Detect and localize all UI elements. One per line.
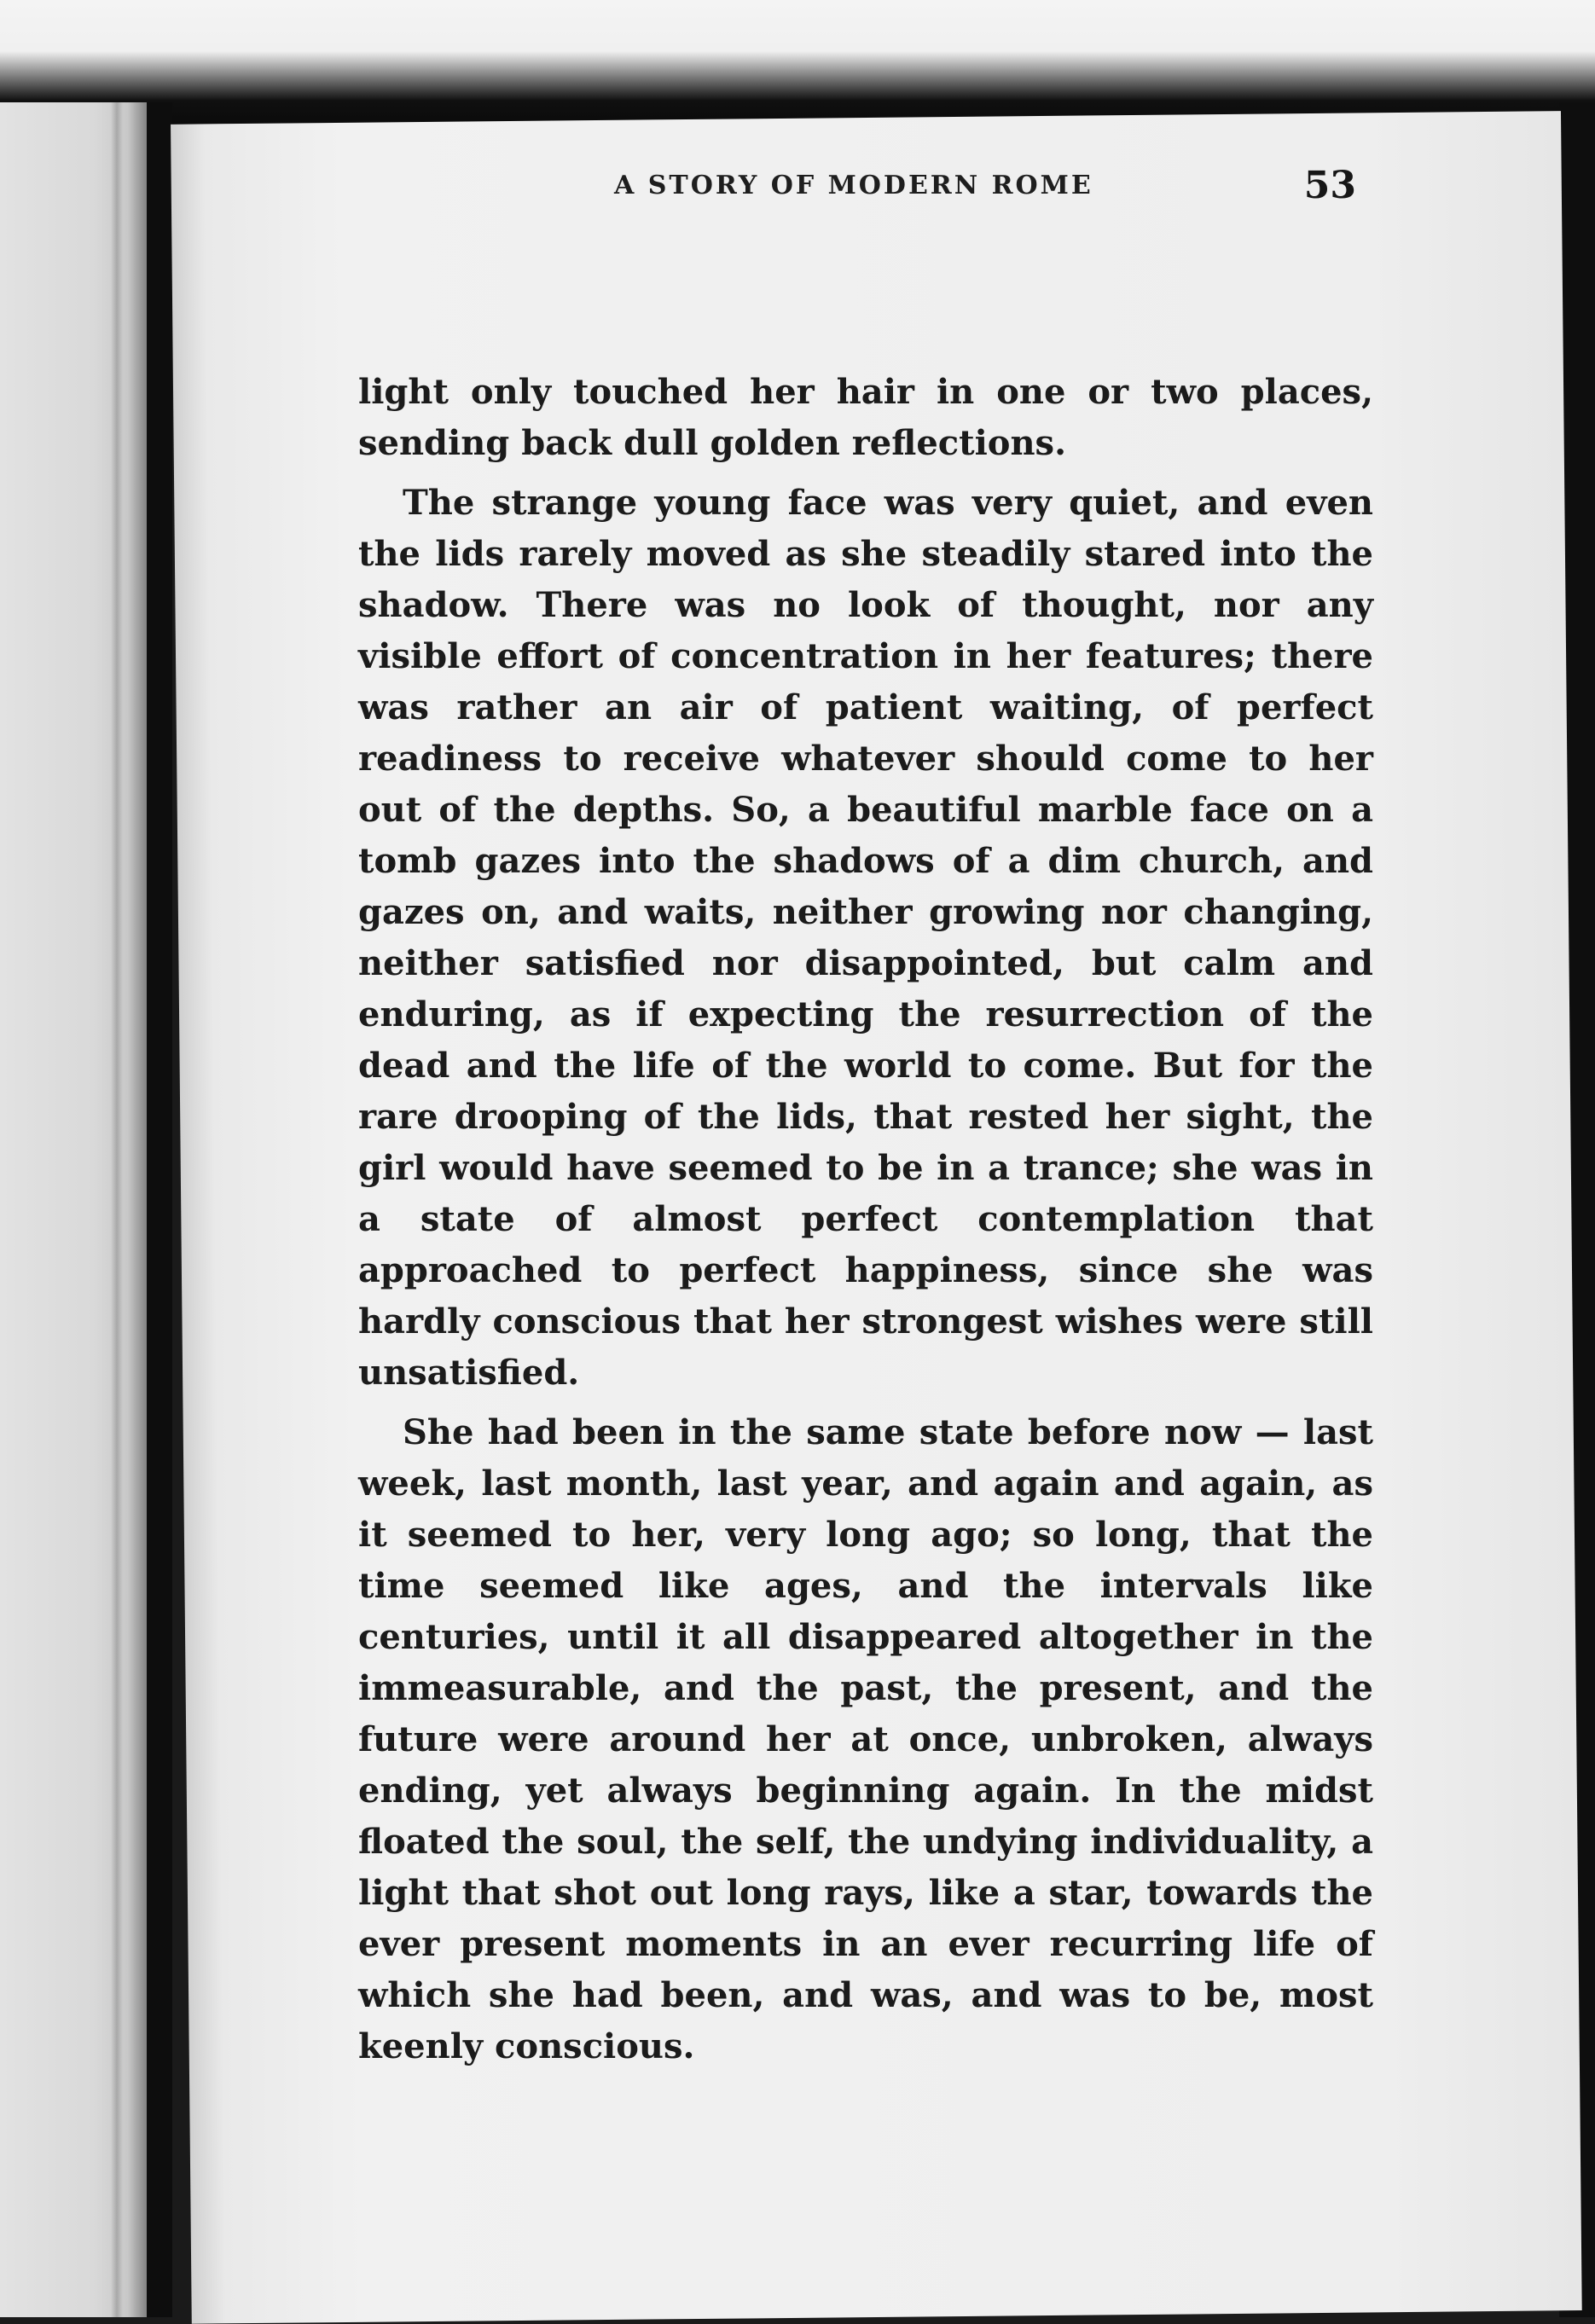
scan-top-margin: [0, 0, 1595, 128]
facing-page-edge: [0, 102, 149, 2317]
page-number: 53: [1303, 164, 1356, 207]
running-head-title: A STORY OF MODERN ROME: [614, 171, 1093, 200]
page-body: [358, 367, 1373, 2072]
paragraph: The strange young face was very quiet, and even the lids rarely moved as she steadily stared into the shadow. There was no look of thought, nor any visible effort of concentration in her features; there was rather an air of patient waiting, of perfect readiness to receive whatever should come to her out of the depths. So, a beautiful marble face on a tomb gazes into the shadows of a dim church, and gazes on, and waits, neither growing nor changing, neither satisfied nor disappointed, but calm and enduring, as if expecting the resurrection of the dead and the life of the world to come. But for the rare drooping of the lids, that rested her sight, the girl would have seemed to be in a trance; she was in a state of almost perfect contemplation that approached to perfect happiness, since she was hardly conscious that her strongest wishes were still unsatisfied.: [358, 483, 1373, 1393]
paragraph-continuation: light only touched her hair in one or two places, sending back dull golden reflections.: [358, 372, 1373, 463]
paragraph: She had been in the same state before now — last week, last month, last year, and again and again, as it seemed to her, very long ago; so long, that the time seemed like ages, and the intervals like centuries, until it all disappeared altogether in the immeasurable, and the past, the present, and the future were around her at once, unbroken, always ending, yet always beginning again. In the midst floated the soul, the self, the undying individuality, a light that shot out long rays, like a star, towards the ever present moments in an ever recurring life of which she had been, and was, and was to be, most keenly conscious.: [358, 1412, 1373, 2066]
running-head: [444, 164, 1382, 223]
book-gutter: [147, 102, 172, 2317]
